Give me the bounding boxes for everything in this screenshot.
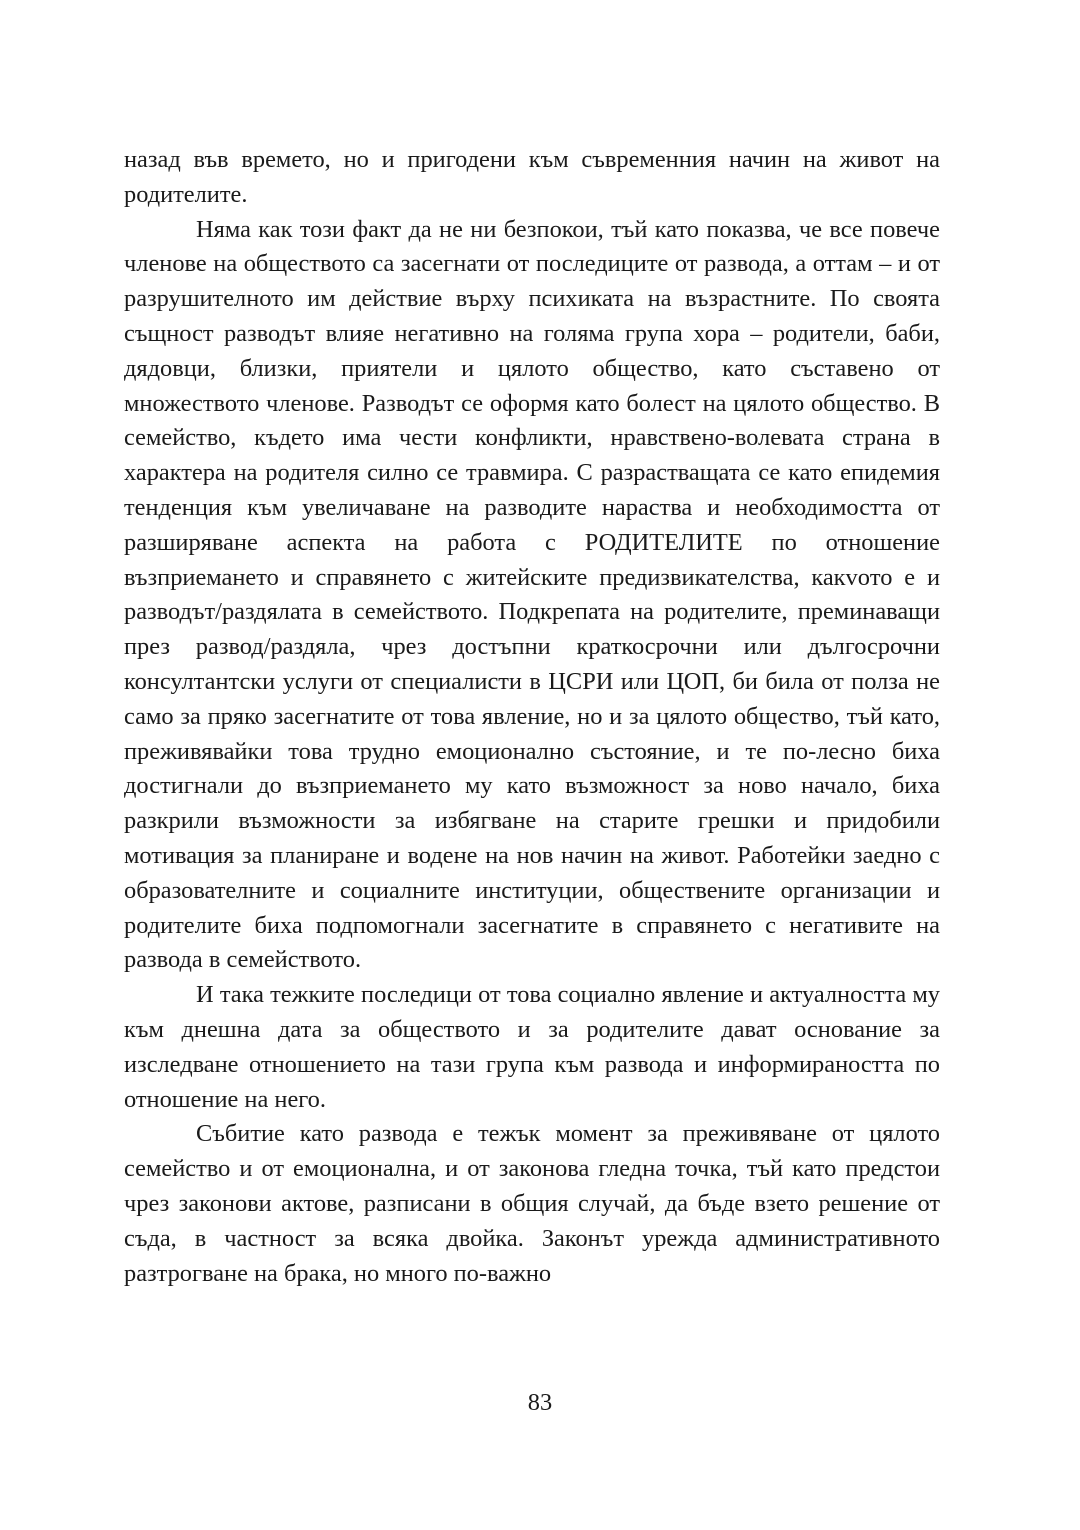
body-text	[124, 143, 940, 1291]
paragraph-continuation: назад във времето, но и пригодени към съвременния начин на живот на родителите.	[124, 146, 940, 208]
paragraph-consequences: И така тежките последици от това социално явление и актуалността му към днешна дата за обществото и за родителите дават основание за изследване отношението на тази група към развода и информираността по отношение на него.	[124, 981, 940, 1113]
paragraph-fact: Няма как този факт да не ни безпокои, тъй като показва, че все повече членове на обществото са засегнати от последиците от развода, а оттам – и от разрушителното им действие върху психиката на възрастните. По своята същност разводът влияе негативно на голяма група хора – родители, баби, дядовци, близки, приятели и цялото общество, като съставено от множеството членове. Разводът се оформя като болест на цялото общество. В семейство, където има чести конфликти, нравствено-волевата страна в характера на родителя силно се травмира. С разрастващата се като епидемия тенденция към увеличаване на разводите нараства и необходимостта от разширяване аспекта на работа с РОДИТЕЛИТЕ по отношение възприемането и справянето с житейските предизвикателства, какvoто е и разводът/раздялата в семейството. Подкрепата на родителите, преминаващи през развод/раздяла, чрез достъпни краткосрочни или дългосрочни консултантски услуги от специалисти в ЦСРИ или ЦОП, би била от полза не само за пряко засегнатите от това явление, но и за цялото общество, тъй като, преживявайки това трудно емоционално състояние, и те по-лесно биха достигнали до възприемането му като възможност за ново начало, биха разкрили възможности за избягване на старите грешки и придобили мотивация за планиране и водене на нов начин на живот. Работейки заедно с образователните и социалните институции, обществените организации и родителите биха подпомогнали засегнатите в справянето с негативите на развода в семейството.	[124, 215, 940, 974]
page-number: 83	[527, 1389, 553, 1416]
paragraph-event: Събитие като развода е тежък момент за преживяване от цялото семейство и от емоционална, и от законова гледна точка, тъй като предстои чрез законови актове, разписани в общия случай, да бъде взето решение от съда, в частност за всяка двойка. Законът урежда административното разтрогване на брака, но много по-важно	[124, 1120, 940, 1287]
